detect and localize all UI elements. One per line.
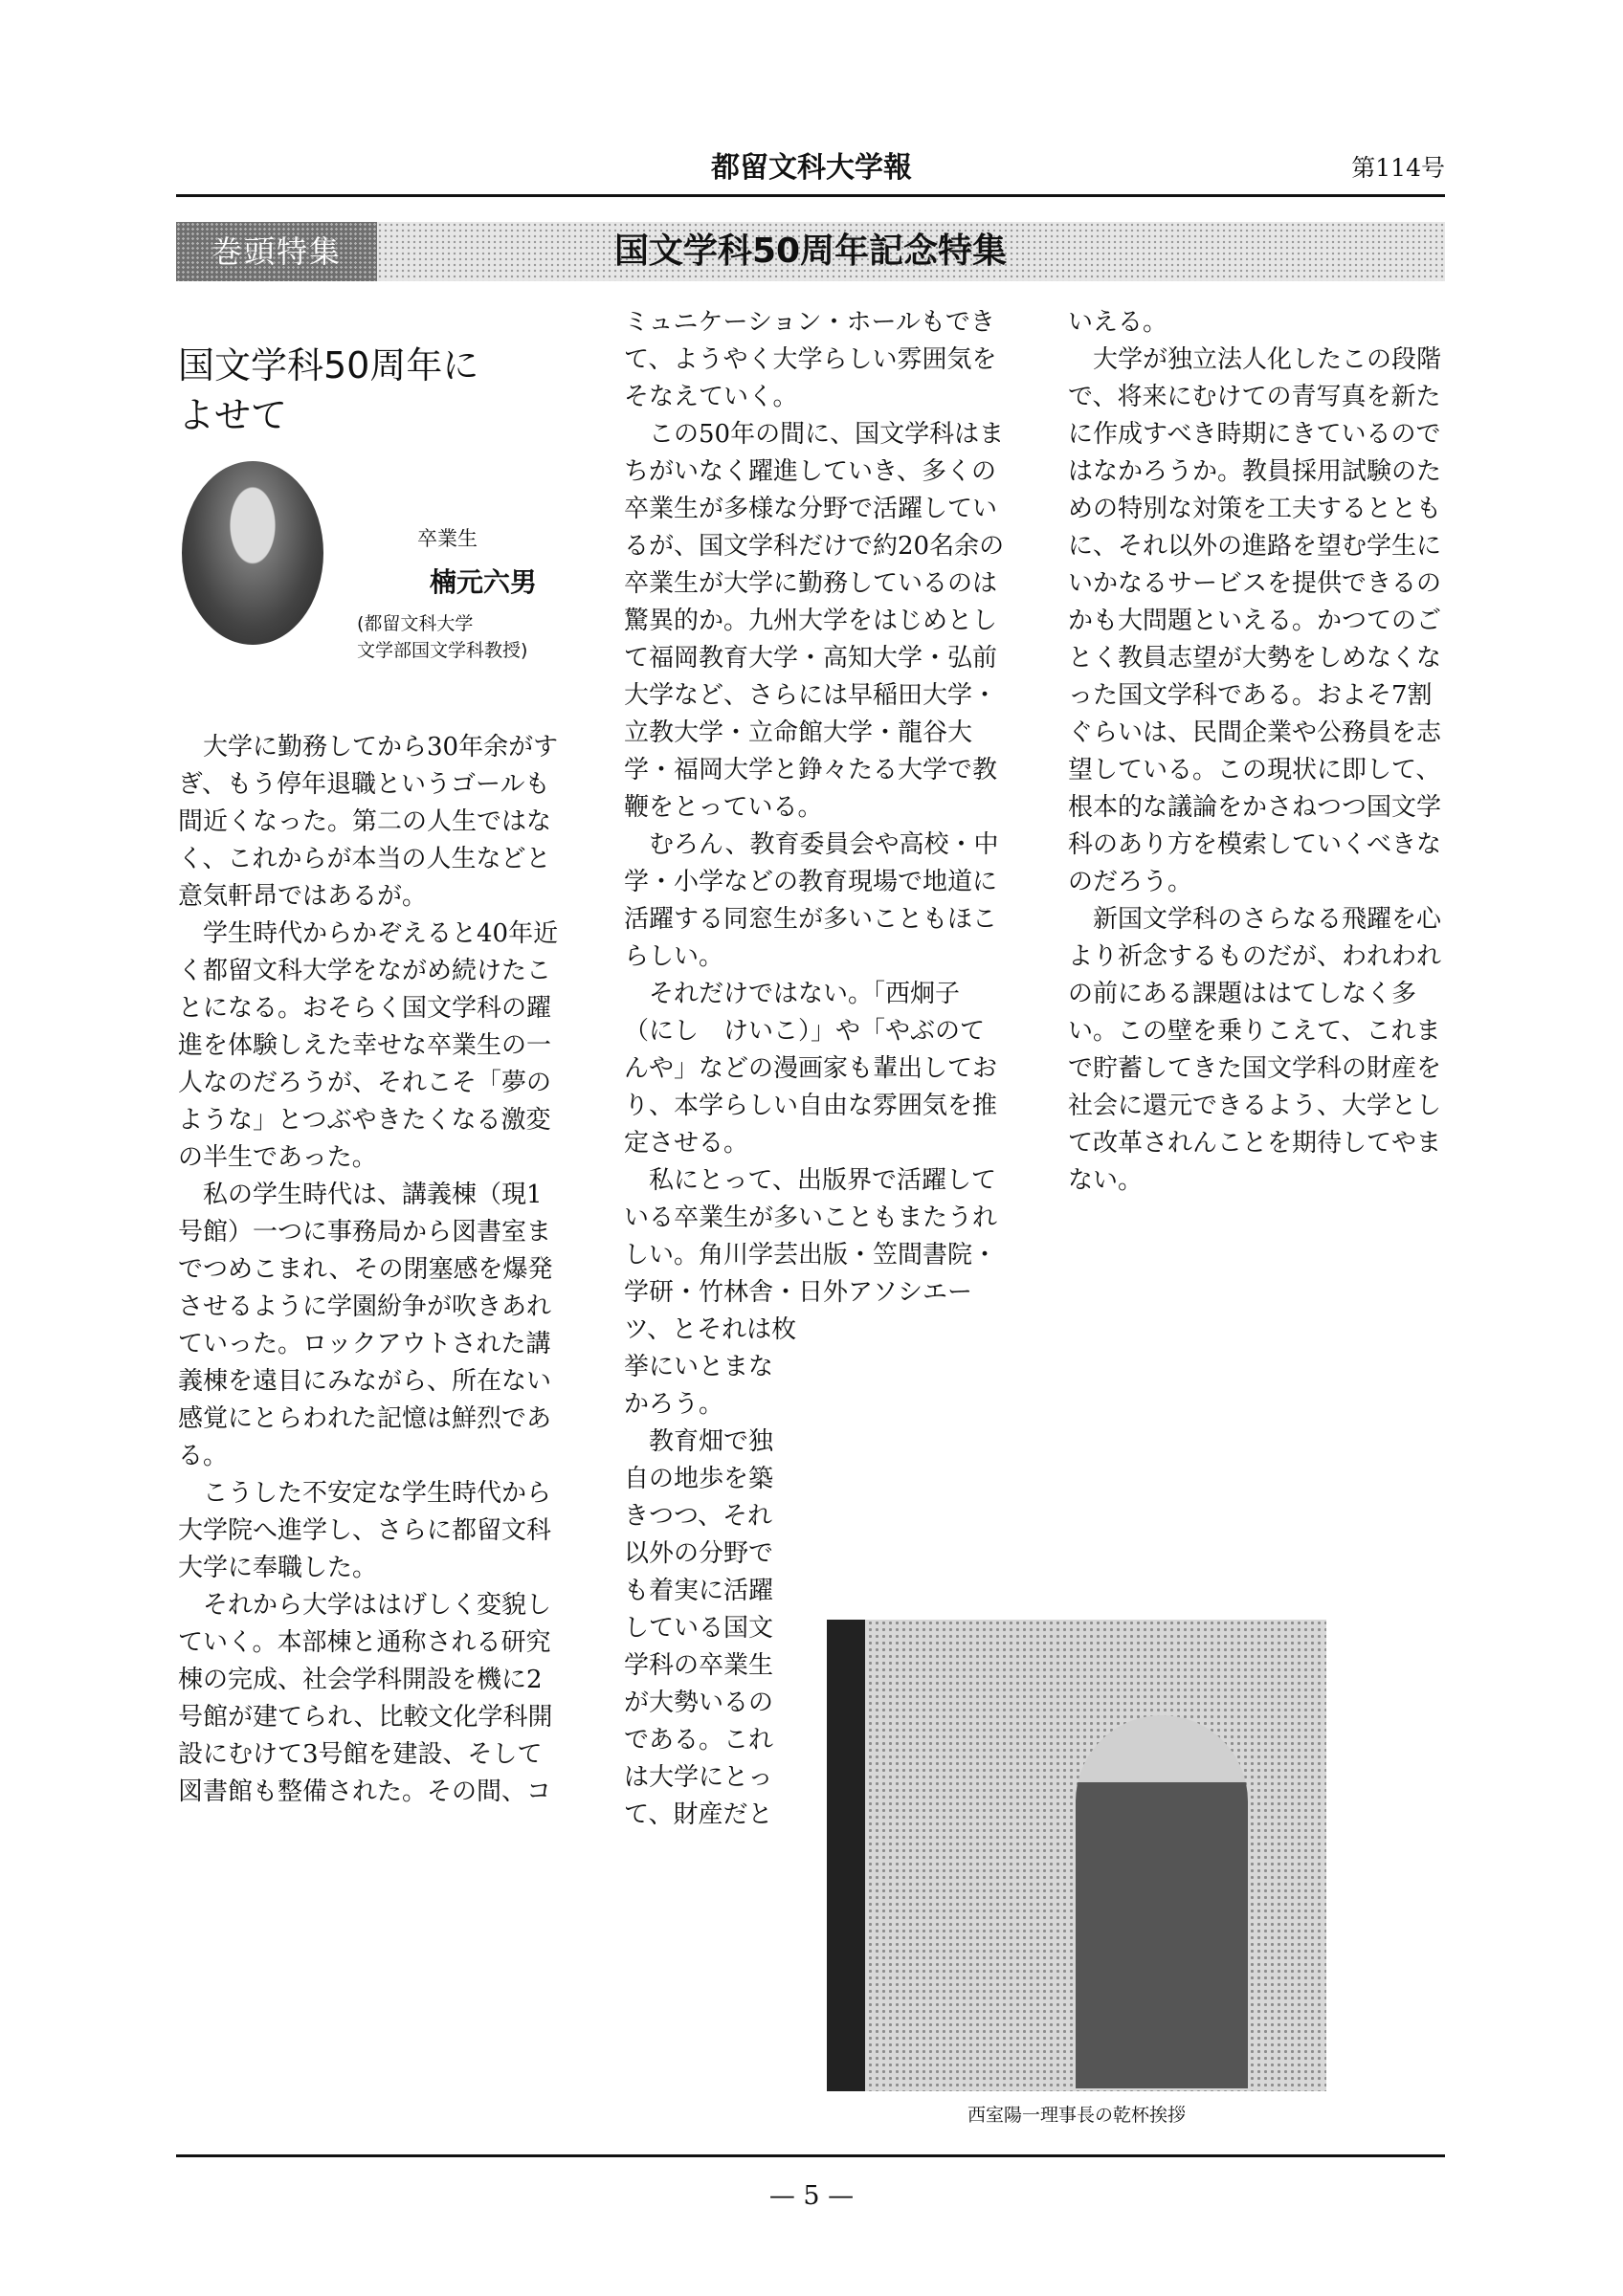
article-column-2-text: ミュニケーション・ホールもできて、ようやく大学らしい雰囲気をそなえていく。 この50年の間に、国文学科はまちがいなく躍進していき、多くの卒業生が多様な分野で活躍しているが、国文学科だけで約20名余の卒業生が大学に勤務しているのは驚異的か。九州大学をはじめとして福岡教育大学・高知大学・弘前大学など、さらには早稲田大学・立教大学・立命館大学・龍谷大学・福岡大学と錚々たる大学で教鞭をとっている。 むろん、教育委員会や高校・中学・小学などの教育現場で地道に活躍する同窓生が多いこともほこらしい。 それだけではない。「西炯子（にし けいこ）」や「やぶのてんや」などの漫画家も輩出しており、本学らしい自由な雰囲気を推定させる。 私にとって、出版界で活躍している卒業生が多いこともまたうれしい。角川学芸出版・笠間書院・学研・竹林舎・日外アソシエーツ、とそれは枚	[624, 308, 1005, 1344]
article-column-1: 大学に勤務してから30年余がすぎ、もう停年退職というゴールも間近くなった。第二の人生ではなく、これからが本当の人生などと意気軒昂ではあるが。 学生時代からかぞえると40年近く都留文科大学をながめ続けたことになる。おそらく国文学科の躍進を体験しえた幸せな卒業生の一人なのだろうが、それこそ「夢のような」とつぶやきたくなる激変の半生であった。 私の学生時代は、講義棟（現1号館）一つに事務局から図書室までつめこまれ、その閉塞感を爆発させるように学園紛争が吹きあれていった。ロックアウトされた講義棟を遠目にみながら、所在ない感覚にとらわれた記憶は鮮烈である。 こうした不安定な学生時代から大学院へ進学し、さらに都留文科大学に奉職した。 それから大学ははげしく変貌していく。本部棟と通称される研究棟の完成、社会学科開設を機に2号館が建てられ、比較文化学科開設にむけて3号館を建設、そして図書館も整備された。その間、コ	[178, 733, 559, 1806]
feature-banner	[176, 222, 1445, 281]
header-rule	[176, 194, 1445, 197]
newsletter-title: 都留文科大学報	[711, 151, 912, 185]
photo-left-shadow	[827, 1620, 865, 2091]
feature-tag: 巻頭特集	[176, 222, 377, 281]
article-title: 国文学科50周年に よせて	[178, 344, 479, 436]
author-name: 楠元六男	[430, 566, 538, 598]
speaker-figure	[1076, 1715, 1248, 2088]
article-column-2-narrow-text: 挙にいとまな かろう。 教育畑で独 自の地歩を築 きつつ、それ 以外の分野で も着実に活躍 している国文 学科の卒業生 が大勢いるの である。これ は大学にとっ て、財産だと	[624, 1353, 774, 1829]
feature-title: 国文学科50周年記念特集	[613, 232, 1008, 271]
article-column-2	[624, 304, 1007, 1834]
event-photo	[827, 1620, 1326, 2091]
issue-number: 第114号	[1351, 154, 1445, 182]
author-affiliation: (都留文科大学 文学部国文学科教授)	[357, 613, 528, 661]
photo-caption: 西室陽一理事長の乾杯挨拶	[967, 2105, 1186, 2126]
author-portrait	[182, 461, 323, 645]
footer-rule	[176, 2154, 1445, 2157]
author-role: 卒業生	[417, 527, 478, 550]
page-number: — 5 —	[768, 2181, 855, 2211]
article-column-3: いえる。 大学が独立法人化したこの段階で、将来にむけての青写真を新たに作成すべき時期にきているのではなかろうか。教員採用試験のための特別な対策を工夫するとともに、それ以外の進路を望む学生にいかなるサービスを提供できるのかも大問題といえる。かつてのごとく教員志望が大勢をしめなくなった国文学科である。およそ7割ぐらいは、民間企業や公務員を志望している。この現状に即して、根本的な議論をかさねつつ国文学科のあり方を模索していくべきなのだろう。 新国文学科のさらなる飛躍を心より祈念するものだが、われわれの前にある課題ははてしなく多い。この壁を乗りこえて、これまで貯蓄してきた国文学科の財産を社会に還元できるよう、大学として改革されんことを期待してやまない。	[1068, 308, 1442, 1195]
